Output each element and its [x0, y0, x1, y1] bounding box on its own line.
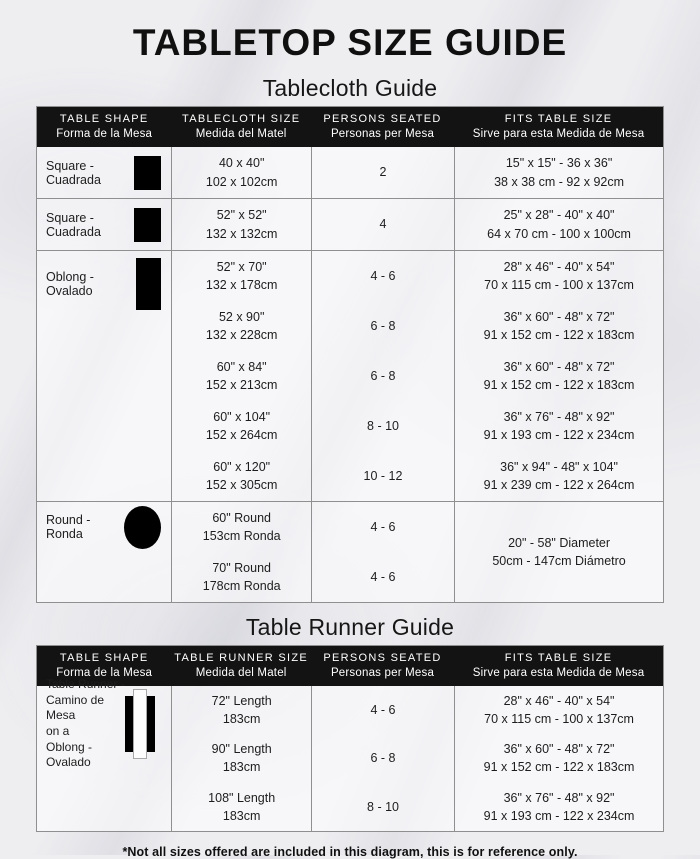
shape-cell: Round - Ronda	[37, 502, 171, 602]
footnote: *Not all sizes offered are included in this diagram, this is for reference only.	[122, 845, 578, 859]
header-persons-seated: PERSONS SEATED Personas per Mesa	[323, 113, 442, 141]
table-row: Square - Cuadrada 52" x 52" 132 x 132cm 4 25" x 28" - 40" x 40" 64 x 70 cm - 100 x 100cm	[37, 198, 663, 250]
tablecloth-table	[36, 106, 664, 603]
header-table-shape: TABLE SHAPE Forma de la Mesa	[56, 113, 153, 141]
tablecloth-body	[37, 147, 663, 602]
table-runner-table	[36, 645, 664, 832]
table-row-group-oblong: Oblong - Ovalado 52" x 70" 132 x 178cm 52 x 90" 132 x 228cm 60" x 84" 152 x 213cm 60" x 104" 152 x 264cm 60" x 120" 152 x 305cm 4 - 6 6 - 8 6 - 8 8 - 10 10 - 12 28" x 46" - 40" x 54" 70 x 115 cm - 100 x 137cm 36" x 60" - 48" x 72" 91 x 152 cm - 122 x 183cm 36" x 60" - 48" x 72" 91 x 152 cm - 122 x 183cm 36" x 76" - 48" x 92" 91 x 193 cm - 122 x 234cm 36" x 94" - 48" x 104" 91 x 239 cm - 122 x 264cm	[37, 250, 663, 501]
table-runner-icon	[125, 696, 155, 752]
header-table-runner-size: TABLE RUNNER SIZE Medida del Matel	[174, 652, 309, 680]
square-icon	[134, 156, 161, 190]
table-row: Square - Cuadrada 40 x 40" 102 x 102cm 2 15" x 15" - 36 x 36" 38 x 38 cm - 92 x 92cm	[37, 147, 663, 198]
square-icon	[134, 208, 161, 242]
page-title: TABLETOP SIZE GUIDE	[132, 22, 568, 63]
shape-cell: Square - Cuadrada	[37, 199, 171, 250]
tablecloth-guide-title: Tablecloth Guide	[262, 75, 438, 101]
tablecloth-header-row	[37, 107, 663, 147]
oblong-icon	[136, 258, 161, 310]
table-row-group-round: Round - Ronda 60" Round 153cm Ronda 70" Round 178cm Ronda 4 - 6 4 - 6 20" - 58" Diameter 50cm - 147cm Diámetro	[37, 501, 663, 602]
runner-body	[37, 677, 663, 831]
table-runner-guide-title: Table Runner Guide	[245, 614, 455, 640]
shape-cell: Oblong - Ovalado	[37, 251, 171, 501]
header-table-shape: TABLE SHAPE Forma de la Mesa	[56, 652, 153, 680]
shape-cell: Table Runner - Camino de Mesa on a Oblong - Ovalado	[37, 686, 171, 831]
header-persons-seated: PERSONS SEATED Personas per Mesa	[323, 652, 442, 680]
table-row-group-runner: Table Runner - Camino de Mesa on a Oblong - Ovalado 72" Length 183cm 90" Length 183cm 108" Length 183cm 4 - 6 6 - 8 8 - 10 28" x 46" - 40" x 54" 70 x 115 cm - 100 x 137cm 36" x 60" - 48" x 72" 91 x 152 cm - 122 x 183cm 36" x 76" - 48" x 92" 91 x 193 cm - 122 x 234cm	[37, 686, 663, 831]
header-tablecloth-size: TABLECLOTH SIZE Medida del Matel	[182, 113, 301, 141]
header-fits-table-size: FITS TABLE SIZE Sirve para esta Medida de Mesa	[472, 113, 645, 141]
header-fits-table-size: FITS TABLE SIZE Sirve para esta Medida de Mesa	[472, 652, 645, 680]
shape-cell: Square - Cuadrada	[37, 147, 171, 198]
diameter-merged-cell: 20" - 58" Diameter 50cm - 147cm Diámetro	[492, 535, 626, 568]
circle-icon	[124, 506, 161, 549]
runner-header-row	[37, 646, 663, 686]
